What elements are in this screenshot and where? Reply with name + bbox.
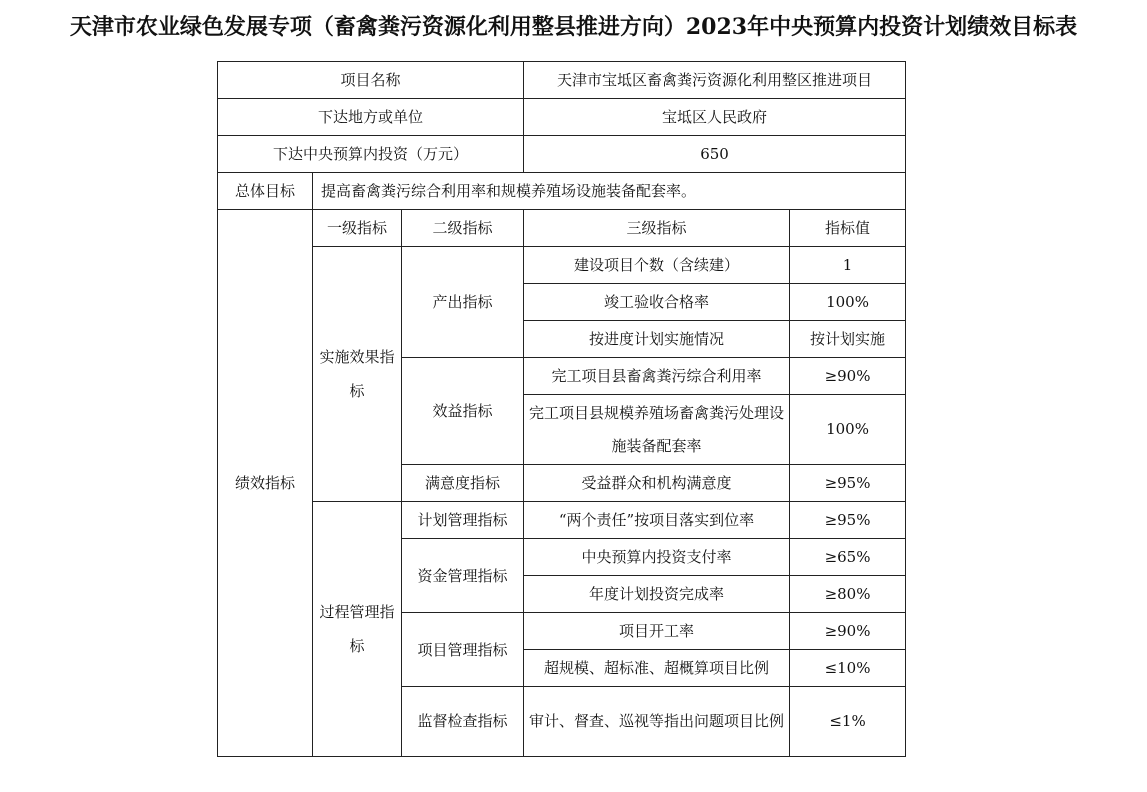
table-row-header (218, 210, 906, 247)
value-cell: 100% (790, 284, 906, 321)
indicator-cell: 超规模、超标准、超概算项目比例 (524, 650, 790, 687)
unit-label: 下达地方或单位 (218, 99, 524, 136)
indicator-cell: 年度计划投资完成率 (524, 576, 790, 613)
group-process: 过程管理指标 (313, 502, 402, 757)
indicator-cell: 项目开工率 (524, 613, 790, 650)
group-output: 产出指标 (402, 247, 524, 358)
indicator-cell: “两个责任”按项目落实到位率 (524, 502, 790, 539)
value-cell: ≤10% (790, 650, 906, 687)
investment-label: 下达中央预算内投资（万元） (218, 136, 524, 173)
value-cell: ≥90% (790, 358, 906, 395)
investment-value: 650 (524, 136, 906, 173)
group-supervision: 监督检查指标 (402, 687, 524, 757)
value-cell: ≥90% (790, 613, 906, 650)
indicator-cell: 按进度计划实施情况 (524, 321, 790, 358)
value-cell: ≥95% (790, 465, 906, 502)
value-cell: ≥95% (790, 502, 906, 539)
indicator-cell: 中央预算内投资支付率 (524, 539, 790, 576)
table-row-goal (218, 173, 906, 210)
indicator-cell: 建设项目个数（含续建） (524, 247, 790, 284)
level1-header: 一级指标 (313, 210, 402, 247)
table-row-project-name (218, 62, 906, 99)
table-row (218, 502, 906, 539)
goal-value: 提高畜禽粪污综合利用率和规模养殖场设施装备配套率。 (313, 173, 906, 210)
value-cell: 1 (790, 247, 906, 284)
table-row-investment (218, 136, 906, 173)
section-label: 绩效指标 (218, 210, 313, 757)
table-row (218, 247, 906, 284)
group-benefit: 效益指标 (402, 358, 524, 465)
group-fund-mgmt: 资金管理指标 (402, 539, 524, 613)
value-cell: ≤1% (790, 687, 906, 757)
table-row-unit (218, 99, 906, 136)
value-cell: ≥80% (790, 576, 906, 613)
indicator-cell: 审计、督查、巡视等指出问题项目比例 (524, 687, 790, 757)
indicator-cell: 完工项目县畜禽粪污综合利用率 (524, 358, 790, 395)
performance-table (217, 61, 906, 757)
unit-value: 宝坻区人民政府 (524, 99, 906, 136)
value-cell: ≥65% (790, 539, 906, 576)
project-name-value: 天津市宝坻区畜禽粪污资源化利用整区推进项目 (524, 62, 906, 99)
project-name-label: 项目名称 (218, 62, 524, 99)
goal-label: 总体目标 (218, 173, 313, 210)
page-title: 天津市农业绿色发展专项（畜禽粪污资源化利用整县推进方向）2023年中央预算内投资计划绩效目标表 (69, 14, 1078, 40)
value-cell: 按计划实施 (790, 321, 906, 358)
group-satisfaction: 满意度指标 (402, 465, 524, 502)
group-effect: 实施效果指标 (313, 247, 402, 502)
group-plan-mgmt: 计划管理指标 (402, 502, 524, 539)
level3-header: 三级指标 (524, 210, 790, 247)
indicator-cell: 竣工验收合格率 (524, 284, 790, 321)
level2-header: 二级指标 (402, 210, 524, 247)
value-header: 指标值 (790, 210, 906, 247)
value-cell: 100% (790, 395, 906, 465)
indicator-cell: 受益群众和机构满意度 (524, 465, 790, 502)
group-project-mgmt: 项目管理指标 (402, 613, 524, 687)
indicator-cell: 完工项目县规模养殖场畜禽粪污处理设施装备配套率 (524, 395, 790, 465)
